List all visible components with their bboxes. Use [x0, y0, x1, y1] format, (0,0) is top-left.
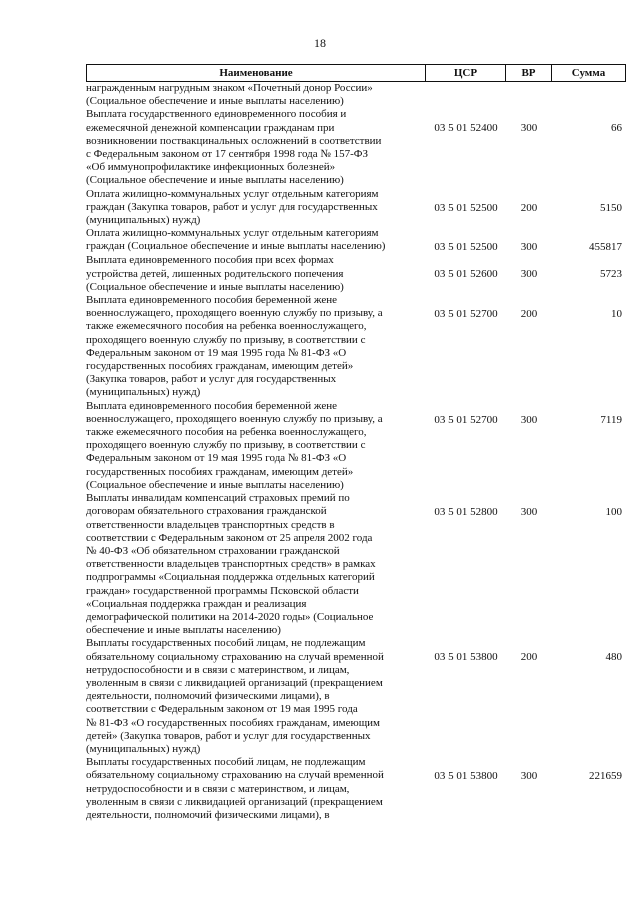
row-csr: 03 5 01 52500	[434, 201, 498, 214]
row-name: Оплата жилищно-коммунальных услуг отдельным категориям граждан (Социальное обеспечение и иные выплаты населению)	[86, 227, 386, 253]
row-name: Выплаты инвалидам компенсаций страховых премий по договорам обязательного страхования гражданской ответственности владельцев транспортных средств в соответствии с Федеральным законом от 25 апреля 2002 года № 40-ФЗ «Об обязательном страховании гражданской ответственности владельцев транспортных средств» в рамках подпрограммы «Социальная поддержка отдельных категорий граждан» государственной программы Псковской области «Социальная поддержка граждан и реализация демографической политики на 2014-2020 годы» (Социальное обеспечение и иные выплаты населению)	[86, 492, 376, 637]
header-vr: ВР	[506, 65, 552, 81]
row-sum: 5723	[600, 268, 622, 281]
row-vr: 300	[520, 268, 538, 281]
table-header	[86, 64, 626, 82]
row-vr: 200	[520, 201, 538, 214]
table-row	[86, 756, 626, 822]
row-vr: 300	[520, 122, 538, 135]
row-name: Выплата единовременного пособия при всех формах устройства детей, лишенных родительского попечения (Социальное обеспечение и иные выплаты населению)	[86, 254, 344, 293]
row-sum: 5150	[600, 201, 622, 214]
row-vr: 200	[520, 308, 538, 321]
row-name: Выплата единовременного пособия беременной жене военнослужащего, проходящего военную службу по призыву, а также ежемесячного пособия на ребенка военнослужащего, проходящего военную службу по призыву, в соответствии с Федеральным законом от 19 мая 1995 года № 81-ФЗ «О государственных пособиях гражданам, имеющим детей» (Закупка товаров, работ и услуг для государственных (муниципальных) нужд)	[86, 294, 383, 399]
header-csr: ЦСР	[426, 65, 506, 81]
page-number: 18	[314, 36, 326, 50]
budget-table	[86, 64, 626, 822]
row-name: награжденным нагрудным знаком «Почетный донор России» (Социальное обеспечение и иные выплаты населению)	[86, 82, 373, 108]
row-csr: 03 5 01 52700	[434, 308, 498, 321]
row-name: Оплата жилищно-коммунальных услуг отдельным категориям граждан (Закупка товаров, работ и услуг для государственных (муниципальных) нужд)	[86, 187, 379, 227]
row-sum: 221659	[589, 770, 622, 783]
row-sum: 7119	[600, 413, 622, 426]
row-name: Выплаты государственных пособий лицам, не подлежащим обязательному социальному страхованию на случай временной нетрудоспособности и в связи с материнством, и лицам, уволенным в связи с ликвидацией организаций (прекращением деятельности, полномочий физическими лицами), в соответствии с Федеральным законом от 19 мая 1995 года № 81-ФЗ «О государственных пособиях гражданам, имеющим детей» (Закупка товаров, работ и услуг для государственных (муниципальных) нужд)	[86, 637, 384, 755]
row-name: Выплаты государственных пособий лицам, не подлежащим обязательному социальному страхованию на случай временной нетрудоспособности и в связи с материнством, и лицам, уволенным в связи с ликвидацией организаций (прекращением деятельности, полномочий физическими лицами), в	[86, 756, 384, 821]
row-name: Выплата государственного единовременного пособия и ежемесячной денежной компенсации гражданам при возникновении поствакцинальных осложнений в соответствии с Федеральным законом от 17 сентября 1998 года № 157-ФЗ «Об иммунопрофилактике инфекционных болезней» (Социальное обеспечение и иные выплаты населению)	[86, 108, 382, 187]
table-row	[86, 254, 626, 294]
table-row	[86, 294, 626, 400]
header-sum: Сумма	[552, 65, 626, 81]
table-row	[86, 82, 626, 108]
row-csr: 03 5 01 52500	[434, 241, 498, 254]
table-row	[86, 400, 626, 492]
row-vr: 200	[520, 651, 538, 664]
table-row	[86, 108, 626, 187]
row-vr: 300	[520, 506, 538, 519]
row-csr: 03 5 01 52800	[434, 506, 498, 519]
row-sum: 455817	[589, 241, 622, 254]
row-csr: 03 5 01 52600	[434, 268, 498, 281]
row-vr: 300	[520, 413, 538, 426]
row-vr: 300	[520, 770, 538, 783]
row-name: Выплата единовременного пособия беременной жене военнослужащего, проходящего военную службу по призыву, а также ежемесячного пособия на ребенка военнослужащего, проходящего военную службу по призыву, в соответствии с Федеральным законом от 19 мая 1995 года № 81-ФЗ «О государственных пособиях гражданам, имеющим детей» (Социальное обеспечение и иные выплаты населению)	[86, 399, 383, 491]
table-row	[86, 188, 626, 228]
row-sum: 100	[605, 506, 622, 519]
table-row	[86, 492, 626, 637]
row-sum: 480	[605, 651, 622, 664]
table-row	[86, 637, 626, 756]
row-csr: 03 5 01 52400	[434, 122, 498, 135]
row-csr: 03 5 01 53800	[434, 651, 498, 664]
row-sum: 66	[611, 122, 622, 135]
table-row	[86, 227, 626, 254]
row-vr: 300	[520, 241, 538, 254]
row-sum: 10	[611, 308, 622, 321]
row-csr: 03 5 01 52700	[434, 413, 498, 426]
header-name: Наименование	[86, 65, 426, 81]
row-csr: 03 5 01 53800	[434, 770, 498, 783]
